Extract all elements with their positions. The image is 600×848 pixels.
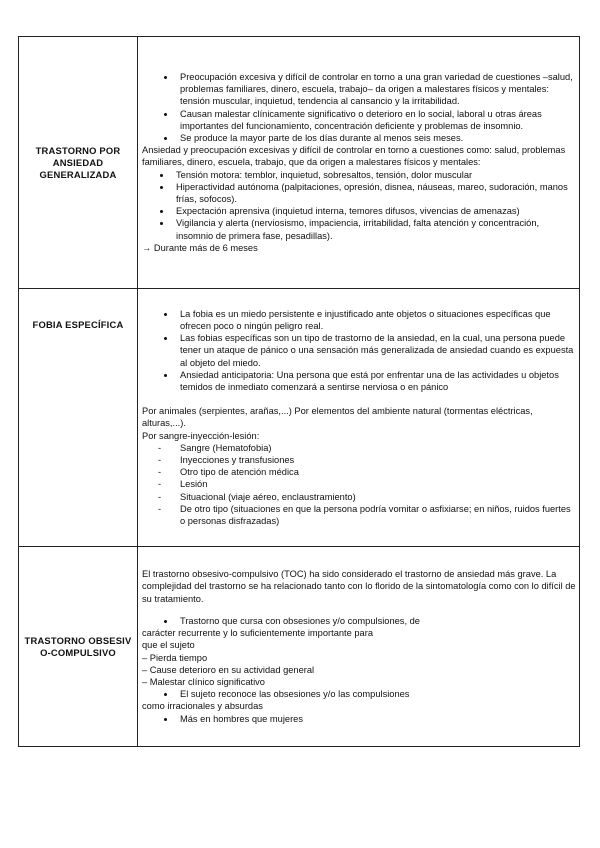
row-content-toc	[138, 547, 580, 747]
toc-line: – Cause deterioro en su actividad general	[142, 664, 315, 675]
row-content-tag	[138, 37, 580, 289]
toc-line: como irracionales y absurdas	[142, 701, 263, 712]
toc-bullet-list-2	[142, 688, 576, 700]
tag-duration: → Durante más de 6 meses	[142, 242, 258, 253]
toc-line: que el sujeto	[142, 640, 195, 651]
document-page	[18, 36, 580, 747]
row-content-fobia	[138, 289, 580, 547]
row-label-tag: TRASTORNO POR ANSIEDAD GENERALIZADA	[19, 37, 138, 289]
row-label-toc: TRASTORNO OBSESIVO-COMPULSIVO	[19, 547, 138, 747]
list-item: - Lesión	[180, 478, 576, 490]
list-item: • Expectación aprensiva (inquietud interna, temores difusos, vivencias de amenazas)	[172, 205, 576, 217]
list-item: • Hiperactividad autónoma (palpitaciones, opresión, disnea, náuseas, mareo, sudoración, manos frías, sofocos).	[172, 181, 576, 205]
toc-bullet-list-1	[142, 615, 576, 627]
tag-bullet-list	[142, 71, 576, 144]
list-item: • Se produce la mayor parte de los días durante al menos seis meses.	[176, 132, 576, 144]
tag-summary: Ansiedad y preocupación excesivas y difícil de controlar en torno a cuestiones como: salud, problemas familiares, dinero, escuela, trabajo, que da origen a malestares físicos y mentales:	[142, 145, 566, 168]
list-item: • La fobia es un miedo persistente e injustificado ante objetos o situaciones específicas que ofrecen poco o ningún peligro real.	[176, 308, 576, 332]
list-item: • Ansiedad anticipatoria: Una persona que está por enfrentar una de las actividades u objetos temidos de inmediato comenzará a sentirse nerviosa o en pánico	[176, 369, 576, 393]
list-item: • Más en hombres que mujeres	[176, 713, 576, 725]
table-row	[19, 37, 580, 289]
list-item: • Preocupación excesiva y difícil de controlar en torno a una gran variedad de cuestiones –salud, problemas familiares, dinero, escuela, trabajo– da origen a malestares físicos y mentales: tensión muscular, inquietud, tendencia al cansancio y la irritabilidad.	[176, 71, 576, 108]
list-item: - Inyecciones y transfusiones	[180, 454, 576, 466]
list-item: - Otro tipo de atención médica	[180, 466, 576, 478]
list-item: - Situacional (viaje aéreo, enclaustramiento)	[180, 491, 576, 503]
row-label-fobia: FOBIA ESPECÍFICA	[19, 289, 138, 547]
list-item: • El sujeto reconoce las obsesiones y/o las compulsiones	[176, 688, 576, 700]
toc-intro: El trastorno obsesivo-compulsivo (TOC) ha sido considerado el trastorno de ansiedad más grave. La complejidad del trastorno se ha relacionado tanto con lo florido de la sintomatología como con lo difícil de su tratamiento.	[142, 569, 576, 604]
tag-symptom-list	[142, 169, 576, 242]
fobia-types: Por animales (serpientes, arañas,...) Por elementos del ambiente natural (tormentas eléctricas, alturas,...).	[142, 406, 533, 429]
table-row	[19, 547, 580, 747]
list-item: • Tensión motora: temblor, inquietud, sobresaltos, tensión, dolor muscular	[172, 169, 576, 181]
toc-bullet-list-3	[142, 713, 576, 725]
table-row	[19, 289, 580, 547]
list-item: - Sangre (Hematofobia)	[180, 442, 576, 454]
list-item: • Las fobias específicas son un tipo de trastorno de la ansiedad, en la cual, una persona puede tener un ataque de pánico o una sensación más generalizada de ansiedad cuando es expuesta al objeto del miedo.	[176, 332, 576, 369]
list-item: • Trastorno que cursa con obsesiones y/o compulsiones, de	[176, 615, 576, 627]
fobia-blood-list	[142, 442, 576, 527]
toc-line: – Pierda tiempo	[142, 652, 208, 663]
disorders-table	[18, 36, 580, 747]
list-item: - De otro tipo (situaciones en que la persona podría vomitar o asfixiarse; en niños, ruidos fuertes o personas disfrazadas)	[180, 503, 576, 527]
list-item: • Vigilancia y alerta (nerviosismo, impaciencia, irritabilidad, falta atención y concentración, insomnio de primera fase, pesadillas).	[172, 217, 576, 241]
toc-line: carácter recurrente y lo suficientemente importante para	[142, 628, 373, 639]
list-item: • Causan malestar clínicamente significativo o deterioro en lo social, laboral u otras áreas importantes del funcionamiento, concentración deficiente y problemas de insomnio.	[176, 108, 576, 132]
toc-line: – Malestar clínico significativo	[142, 676, 265, 687]
fobia-blood-heading: Por sangre-inyección-lesión:	[142, 430, 260, 441]
fobia-bullet-list	[142, 308, 576, 393]
